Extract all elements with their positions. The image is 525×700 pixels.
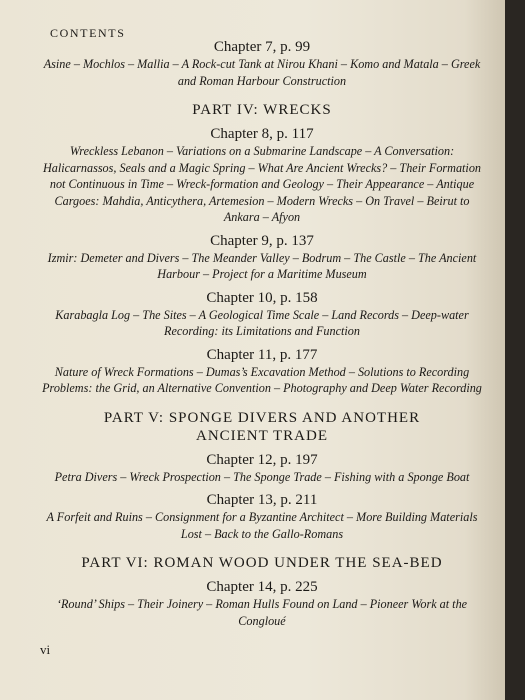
chapter-description: Wreckless Lebanon – Variations on a Submarine Landscape – A Conversation: Halicarnassos, Seals and a Magic Spring – What Are Ancient Wrecks? – Their Formation not Continuous in Time – Wreck-formation and Geology – Their Appearance – Antique Cargoes: Mahdia, Anticythera, Artemesion – Modern Wrecks – On Travel – Beirut to Ankara – Afyon: [42, 144, 482, 224]
chapter-description: ‘Round’ Ships – Their Joinery – Roman Hulls Found on Land – Pioneer Work at the Congloué: [56, 597, 468, 628]
part-heading: PART V: SPONGE DIVERS AND ANOTHER ANCIENT TRADE: [103, 409, 421, 444]
chapter-description: Nature of Wreck Formations – Dumas’s Excavation Method – Solutions to Recording Problems: the Grid, an Alternative Convention – Photography and Deep Water Recording: [42, 364, 482, 395]
chapter-heading: Chapter 14, p. 225: [206, 579, 318, 595]
chapter-description: Asine – Mochlos – Mallia – A Rock-cut Tank at Nirou Khani – Komo and Matala – Greek and Roman Harbour Construction: [43, 57, 481, 88]
chapter-heading: Chapter 7, p. 99: [213, 39, 311, 55]
running-head: CONTENTS: [50, 26, 126, 40]
chapter-description: Petra Divers – Wreck Prospection – The Sponge Trade – Fishing with a Sponge Boat: [54, 469, 470, 484]
contents-list: [42, 38, 482, 635]
chapter-heading: Chapter 13, p. 211: [206, 492, 318, 508]
chapter-description: Izmir: Demeter and Divers – The Meander Valley – Bodrum – The Castle – The Ancient Harbour – Project for a Maritime Museum: [47, 250, 477, 281]
chapter-heading: Chapter 10, p. 158: [206, 289, 318, 306]
chapter-description: A Forfeit and Ruins – Consignment for a Byzantine Architect – More Building Materials Lost – Back to the Gallo-Romans: [46, 510, 478, 541]
chapter-heading: Chapter 12, p. 197: [206, 451, 318, 468]
part-heading: PART IV: WRECKS: [192, 102, 332, 118]
chapter-heading: Chapter 11, p. 177: [206, 346, 318, 363]
chapter-heading: Chapter 8, p. 117: [210, 126, 314, 142]
chapter-heading: Chapter 9, p. 137: [210, 232, 314, 249]
part-heading: PART VI: ROMAN WOOD UNDER THE SEA-BED: [81, 555, 443, 571]
chapter-description: Karabagla Log – The Sites – A Geological Time Scale – Land Records – Deep-water Recording: its Limitations and Function: [55, 307, 469, 338]
page-number: vi: [40, 642, 51, 657]
